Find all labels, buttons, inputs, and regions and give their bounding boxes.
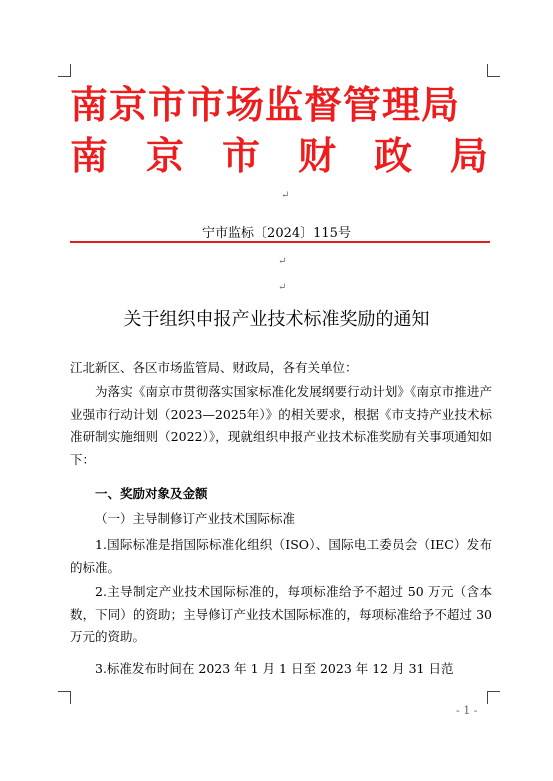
section-heading: 一、奖励对象及金额 [95,486,208,501]
header-char: 京 [145,134,184,178]
crop-mark-bottom-left [58,691,71,704]
header-char: 市 [221,134,260,178]
header-char: 局 [449,134,488,178]
page-number: - 1 - [456,704,478,717]
intro-paragraph: 为落实《南京市贯彻落实国家标准化发展纲要行动计划》《南京市推进产业强市行动计划（2023—2025年）》的相关要求，根据《市支持产业技术标准研制实施细则（2022）》，现就组织申报产业技术标准奖励有关事项通知如下： [70,384,492,467]
document-number: 宁市监标〔2024〕115号 [202,226,351,241]
subsection-heading: （一）主导制修订产业技术国际标准 [95,511,296,526]
crop-mark-top-right [487,64,500,77]
header-char: 政 [373,134,412,178]
red-divider-line [70,241,490,243]
header-agency-2 [70,134,488,178]
crop-mark-top-left [58,64,71,77]
notice-title: 关于组织申报产业技术标准奖励的通知 [123,309,430,330]
header-agency-1: 南京市市场监督管理局 [70,83,461,127]
paragraph-mark-icon: ↵ [278,282,287,293]
salutation: 江北新区、各区市场监管局、财政局，各有关单位： [70,360,358,375]
header-char: 南 [70,134,109,178]
crop-mark-bottom-right [487,691,500,704]
paragraph-mark-icon: ↵ [278,256,287,267]
item-paragraph-2: 2.主导制定产业技术国际标准的，每项标准给予不超过 50 万元（含本数，下同）的资助；主导修订产业技术国际标准的，每项标准给予不超过 30 万元的资助。 [70,584,492,644]
item-paragraph-1: 1.国际标准是指国际标准化组织（ISO）、国际电工委员会（IEC）发布的标准。 [70,537,492,575]
paragraph-mark-icon: ↵ [281,190,290,201]
header-char: 财 [297,134,336,178]
item-paragraph-3: 3.标准发布时间在 2023 年 1 月 1 日至 2023 年 12 月 31 日范 [95,661,454,676]
